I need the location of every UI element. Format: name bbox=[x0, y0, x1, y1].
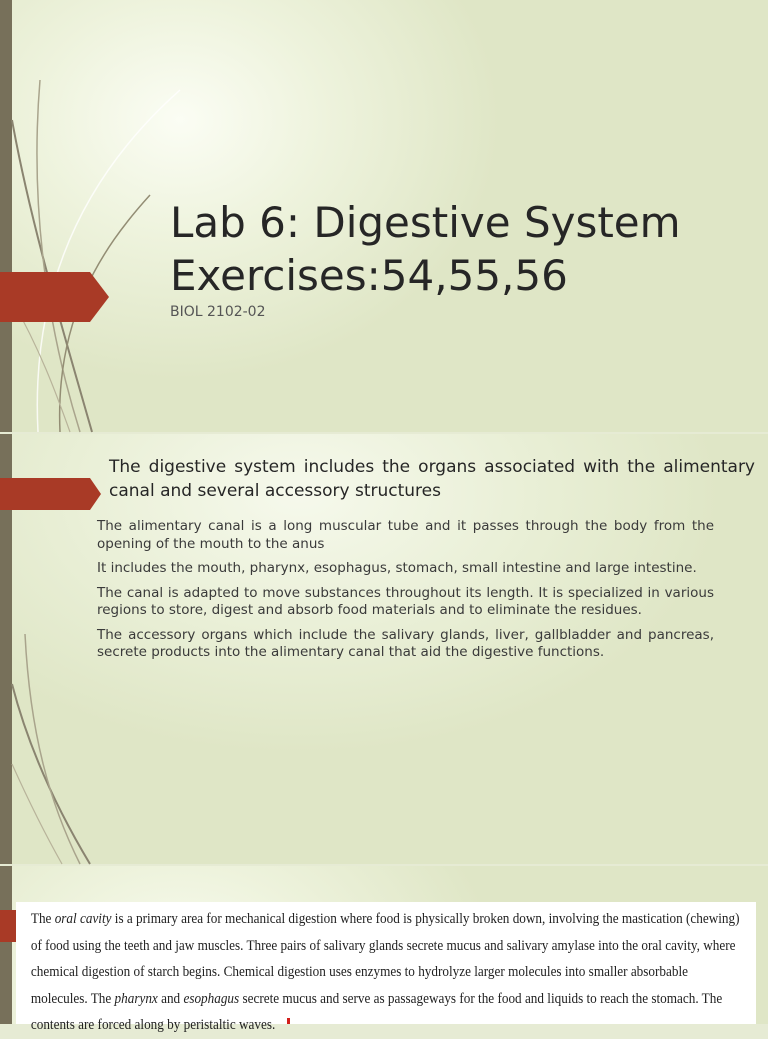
bullet-text: The alimentary canal is a long muscular tube and it passes through the body from the opening of the mouth to the anus bbox=[97, 518, 714, 552]
bullet-text: The canal is adapted to move substances throughout its length. It is specialized in various regions to store, digest and absorb food materials and to eliminate the residues. bbox=[97, 584, 714, 618]
bullet-text: The accessory organs which include the salivary glands, liver, gallbladder and pancreas, secrete products into the alimentary canal that aid the digestive functions. bbox=[97, 626, 714, 660]
title-line-2: Exercises:54,55,56 bbox=[170, 251, 568, 300]
body-text-part: secrete mucus and serve as passageways for the food and liquids to reach the stomach. The contents are forced along by peristaltic waves. bbox=[30, 990, 723, 1033]
body-text-part: is a primary area for mechanical digestion where food is physically broken down, involving the mastication (chewing) of food using the teeth and jaw muscles. Three pairs of salivary glands secrete mucus and salivary amylase into the oral cavity, where chemical digestion of starch begins. Chemical digestion uses enzymes to hydrolyze larger molecules into smaller absorbable molecules. The bbox=[30, 911, 740, 1007]
slide-subtitle: BIOL 2102-02 bbox=[170, 304, 266, 320]
body-paragraph bbox=[16, 902, 758, 1039]
term-esophagus: esophagus bbox=[183, 990, 240, 1007]
bullet-text: It includes the mouth, pharynx, esophagus, stomach, small intestine and large intestine. bbox=[97, 560, 697, 576]
content-heading: The digestive system includes the organs associated with the alimentary canal and several accessory structures bbox=[109, 457, 755, 501]
list-item bbox=[74, 627, 714, 662]
list-item bbox=[74, 518, 714, 553]
text-box bbox=[16, 902, 756, 1033]
list-item bbox=[74, 585, 714, 620]
bullet-list bbox=[74, 518, 714, 662]
accent-arrow-flag bbox=[0, 272, 110, 322]
left-border-bar bbox=[0, 866, 12, 1024]
term-pharynx: pharynx bbox=[114, 990, 158, 1007]
body-text-part: The bbox=[30, 911, 55, 927]
body-text-part: and bbox=[157, 990, 184, 1007]
title-line-1: Lab 6: Digestive System bbox=[170, 198, 681, 247]
accent-arrow-flag bbox=[0, 478, 102, 510]
title-slide bbox=[0, 0, 768, 432]
term-oral-cavity: oral cavity bbox=[54, 911, 112, 927]
list-item bbox=[74, 560, 714, 578]
red-marker bbox=[287, 1018, 290, 1024]
slide-title bbox=[170, 196, 681, 302]
